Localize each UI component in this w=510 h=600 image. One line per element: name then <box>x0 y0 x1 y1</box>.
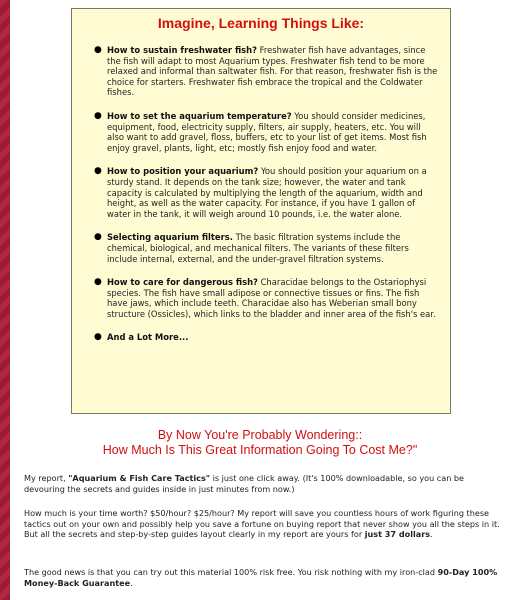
page-content <box>10 0 510 600</box>
list-item-heading: How to position your aquarium? <box>107 166 259 177</box>
list-item <box>94 332 438 343</box>
bullet-icon: ● <box>94 110 102 121</box>
headline-line-1: By Now You're Probably Wondering:: <box>157 428 363 442</box>
report-title: "Aquarium & Fish Care Tactics" <box>68 473 210 483</box>
list-item <box>94 277 438 319</box>
list-item <box>94 166 438 219</box>
list-item-text: Characidae belongs to the Ostariophysi species. The fish have small adipose or connective tissues or fins. The fish have jaws, which include teeth. Characidae also has Weberian small bony structure (Ossicles), which links to the bladder and inner area of the fish's ear. <box>107 277 436 319</box>
list-item-text: Freshwater fish have advantages, since the fish will adapt to most Aquarium types. Freshwater fish tend to be more relaxed and informal than saltwater fish. For that reason, freshwater fish is the choice for starters. Freshwater fish embrace the tropical and the Coldwater fishes. <box>107 45 438 98</box>
bullet-icon: ● <box>94 277 102 288</box>
bullet-icon: ● <box>94 332 102 343</box>
decorative-left-border <box>0 0 10 600</box>
feature-box-title: Imagine, Learning Things Like: <box>157 15 365 31</box>
list-item <box>94 232 438 264</box>
price-value: just 37 dollars <box>364 529 431 540</box>
feature-list <box>94 45 438 353</box>
list-item <box>94 111 438 153</box>
bullet-icon: ● <box>94 232 102 243</box>
price-paragraph <box>24 508 502 540</box>
bullet-icon: ● <box>94 45 102 55</box>
price-paragraph-text: How much is your time worth? $50/hour? $25/hour? My report will save you countless hours of work figuring these tactics out on your own and possibly help you save a fortune on buying report that never show you all the steps in it. But all the secrets and step-by-step guides layout clearly in my report are yours for <box>24 508 500 540</box>
feature-box <box>71 8 451 414</box>
list-item-text: You should position your aquarium on a sturdy stand. It depends on the tank size; however, the water and tank capacity is calculated by multiplying the length of the aquarium, width and height, as well as the water capacity. For instance, if you have 1 gallon of water in the tank, it will weigh around 10 pounds, i.e. the water alone. <box>107 166 427 219</box>
list-item-heading: And a Lot More... <box>107 332 189 343</box>
report-paragraph <box>24 473 502 494</box>
guarantee-paragraph <box>24 567 502 588</box>
guarantee-paragraph-end: . <box>130 577 133 588</box>
price-headline <box>10 428 510 458</box>
list-item-heading: How to care for dangerous fish? <box>107 277 258 288</box>
list-item-heading: How to sustain freshwater fish? <box>107 45 257 55</box>
headline-line-2: How Much Is This Great Information Going To Cost Me?" <box>102 443 418 457</box>
guarantee-paragraph-text: The good news is that you can try out this material 100% risk free. You risk nothing with my iron-clad <box>24 567 438 577</box>
price-paragraph-end: . <box>430 529 433 540</box>
list-item-heading: How to set the aquarium temperature? <box>107 110 292 121</box>
list-item-text: The basic filtration systems include the chemical, biological, and mechanical filters. The variants of these filters include internal, external, and the under-gravel filtration systems. <box>107 232 409 264</box>
guarantee-text: 90-Day 100% Money-Back Guarantee <box>24 567 498 588</box>
list-item-text: You should consider medicines, equipment, food, electricity supply, filters, air supply, heaters, etc. You will also want to add gravel, floss, buffers, etc to your list of get items. Most fish enjoy gravel, plants, light, etc; mostly fish enjoy food and water. <box>107 110 427 153</box>
report-paragraph-text: My report, <box>24 473 69 483</box>
list-item <box>94 45 438 98</box>
bullet-icon: ● <box>94 166 102 177</box>
report-paragraph-text-2: is just one click away. (It's 100% downloadable, so you can be devouring the secrets and guides inside in just minutes from now.) <box>24 473 465 494</box>
list-item-heading: Selecting aquarium filters. <box>107 232 233 243</box>
